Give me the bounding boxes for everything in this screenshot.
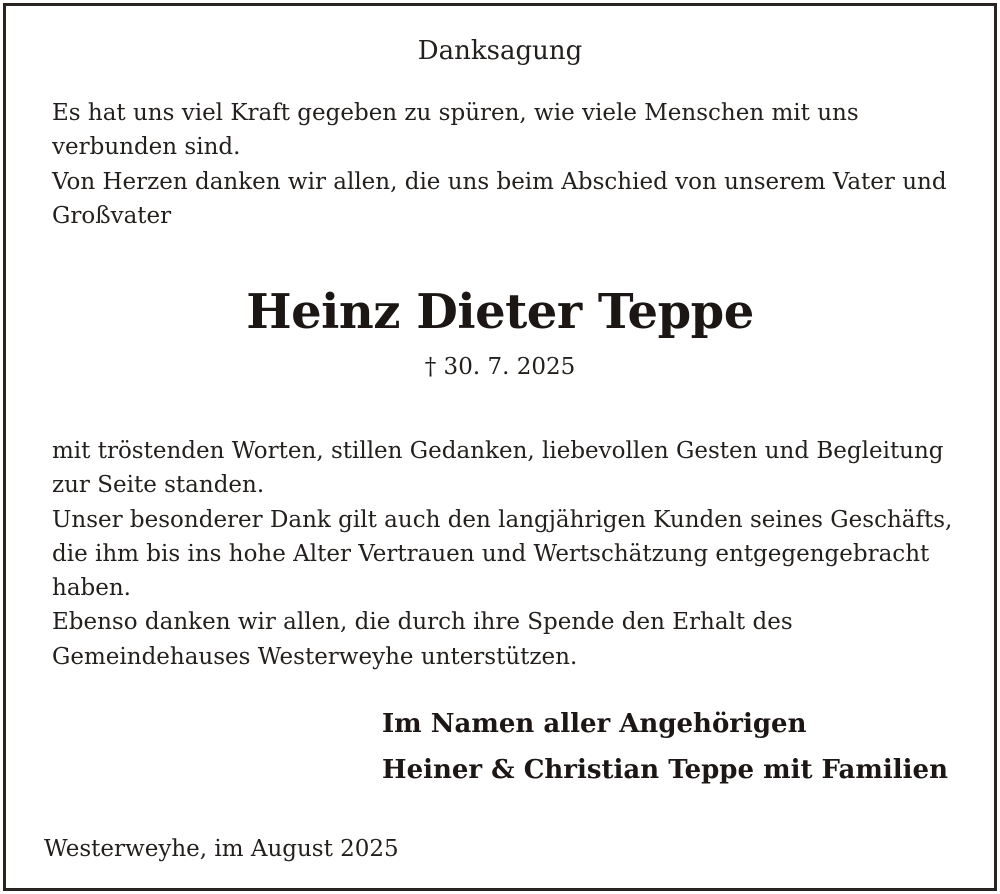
signature-line-2: Heiner & Christian Teppe mit Familien [382,755,948,785]
deceased-name: Heinz Dieter Teppe [246,284,754,340]
body-paragraph: mit tröstenden Worten, stillen Gedanken, liebevollen Gesten und Begleitung zur Seite standen. Unser besonderer Dank gilt auch den langjährigen Kunden seines Geschäfts, die ihm bis ins hohe Alter Vertrauen und Wertschätzung entgegengebracht haben. Ebenso danken wir allen, die durch ihre Spende den Erhalt des Gemeindehauses Westerweyhe unterstützen. [52,438,953,670]
place-date: Westerweyhe, im August 2025 [44,836,399,862]
death-date: † 30. 7. 2025 [424,354,576,380]
notice-heading: Danksagung [417,36,583,66]
intro-paragraph: Es hat uns viel Kraft gegeben zu spüren, wie viele Menschen mit uns verbunden sind. Von Herzen danken wir allen, die uns beim Abschied von unserem Vater und Großvater [52,100,947,229]
signature-line-1: Im Namen aller Angehörigen [382,709,807,739]
